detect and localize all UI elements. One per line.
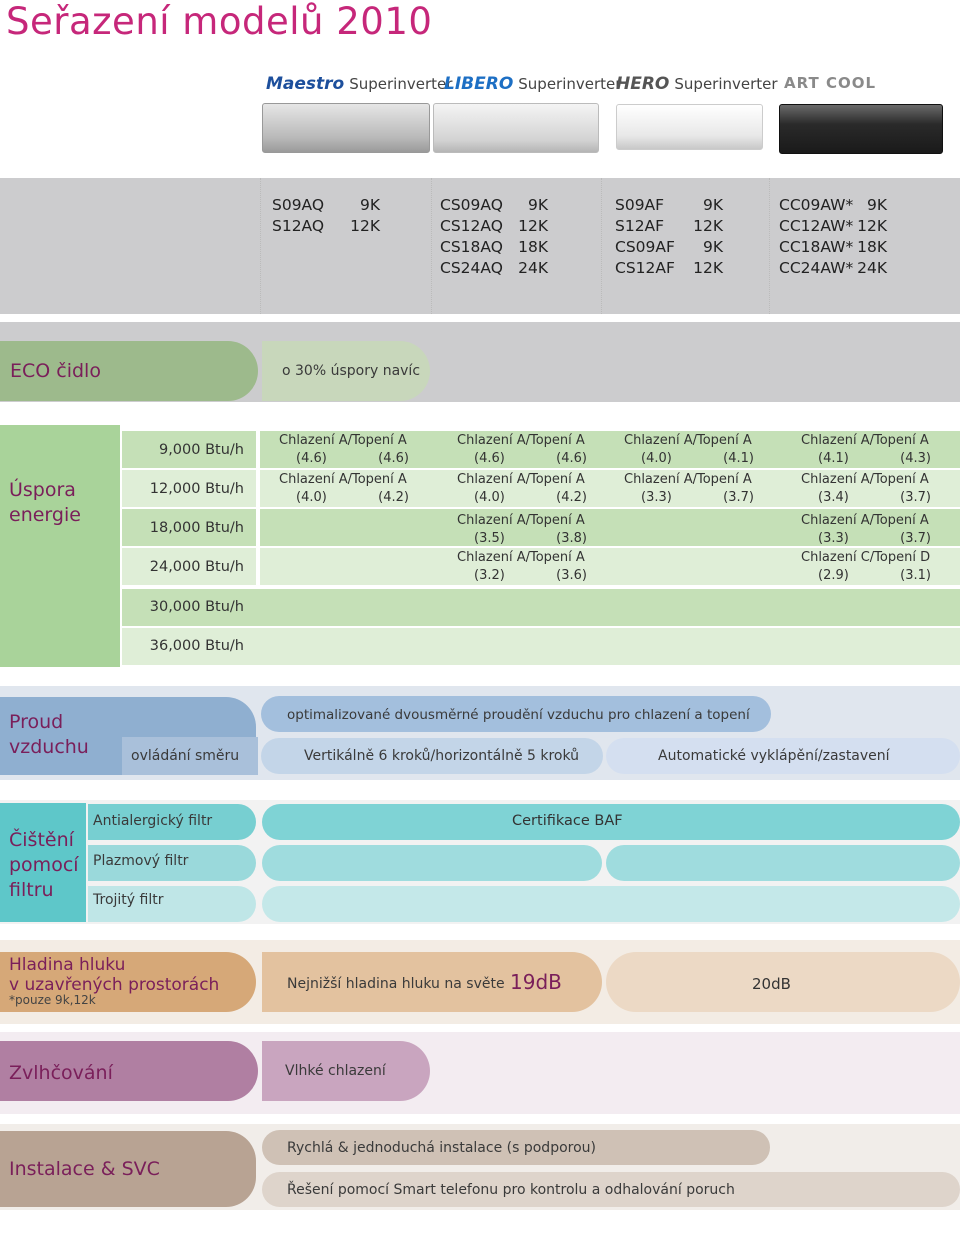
airflow-sub-label: ovládání směru <box>131 748 240 764</box>
model-row: CS09AQ 9K <box>440 196 548 214</box>
energy-label: Úspora energie <box>9 479 81 526</box>
model-row: S09AF 9K <box>615 196 723 214</box>
energy-cell: Chlazení A/Topení A (3.3) (3.7) <box>801 513 931 546</box>
energy-cell: Chlazení A/Topení A (3.5) (3.8) <box>457 513 587 546</box>
airflow-right-text: Automatické vyklápění/zastavení <box>658 748 890 764</box>
btu-label: 30,000 Btu/h <box>149 599 244 615</box>
energy-cell: Chlazení A/Topení A (4.0) (4.2) <box>457 472 587 505</box>
btu-label: 36,000 Btu/h <box>149 638 244 654</box>
btu-label: 24,000 Btu/h <box>149 559 244 575</box>
brand-maestro <box>266 74 452 96</box>
energy-cell: Chlazení A/Topení A (3.2) (3.6) <box>457 550 587 583</box>
eco-label: ECO čidlo <box>10 360 101 382</box>
divider <box>769 178 770 314</box>
model-row: CC09AW* 9K <box>779 196 887 214</box>
brand-libero <box>444 74 621 96</box>
energy-cell: Chlazení A/Topení A (4.6) (4.6) <box>457 433 587 466</box>
models-hero <box>615 195 723 279</box>
noise-text: Nejnižší hladina hluku na světe <box>287 976 505 992</box>
dehum-label: Zvlhčování <box>9 1062 113 1084</box>
models-artcool <box>779 195 887 279</box>
noise-label: Hladina hluku v uzavřených prostorách <box>9 955 220 995</box>
filter-label: Čištění pomocí filtru <box>9 829 79 901</box>
energy-row-36k <box>122 628 960 665</box>
hero-logo: HERO <box>616 74 670 94</box>
energy-cell: Chlazení A/Topení A (3.4) (3.7) <box>801 472 931 505</box>
brand-tag: Superinverter <box>349 75 453 93</box>
filter-cert-text: Certifikace BAF <box>512 813 623 829</box>
brand-artcool <box>784 74 881 96</box>
libero-logo: LIBERO <box>444 74 514 94</box>
filter-row-label: Antialergický filtr <box>93 813 213 829</box>
filter-plasma-pill-right <box>606 845 960 881</box>
model-row: CS09AF 9K <box>615 238 723 256</box>
install-line1: Rychlá & jednoduchá instalace (s podporou) <box>287 1140 596 1156</box>
install-line2: Řešení pomocí Smart telefonu pro kontrolu a odhalování poruch <box>287 1182 735 1198</box>
dehum-value: Vlhké chlazení <box>285 1063 386 1079</box>
energy-cell: Chlazení A/Topení A (4.6) (4.6) <box>279 433 409 466</box>
install-label: Instalace & SVC <box>9 1158 160 1180</box>
page-title: Seřazení modelů 2010 <box>6 0 433 43</box>
model-row: S12AF 12K <box>615 217 723 235</box>
noise-note: *pouze 9k,12k <box>9 993 96 1007</box>
filter-row-label: Plazmový filtr <box>93 853 189 869</box>
hero-unit-image <box>616 104 763 150</box>
filter-plasma-pill <box>262 845 602 881</box>
energy-cell: Chlazení A/Topení A (4.1) (4.3) <box>801 433 931 466</box>
libero-unit-image <box>433 103 599 153</box>
artcool-unit-image <box>779 104 943 154</box>
artcool-logo: ART COOL <box>784 74 877 92</box>
energy-row-30k <box>122 589 960 626</box>
divider <box>431 178 432 314</box>
model-row: CC12AW* 12K <box>779 217 887 235</box>
energy-cell: Chlazení A/Topení A (4.0) (4.1) <box>624 433 754 466</box>
models-maestro <box>272 195 380 237</box>
model-row: S12AQ 12K <box>272 217 380 235</box>
airflow-left-text: Vertikálně 6 kroků/horizontálně 5 kroků <box>304 748 580 764</box>
btu-label: 12,000 Btu/h <box>149 481 244 497</box>
maestro-logo: Maestro <box>266 74 345 94</box>
divider <box>601 178 602 314</box>
brand-tag: Superinverter <box>674 75 778 93</box>
models-libero <box>440 195 548 279</box>
airflow-top-text: optimalizované dvousměrné proudění vzduchu pro chlazení a topení <box>287 707 750 723</box>
model-row: CS12AF 12K <box>615 259 723 277</box>
filter-row-label: Trojitý filtr <box>93 892 164 908</box>
model-row: S09AQ 9K <box>272 196 380 214</box>
eco-value: o 30% úspory navíc <box>282 363 421 379</box>
brand-hero <box>616 74 778 96</box>
divider <box>260 178 261 314</box>
energy-label-panel <box>0 425 120 667</box>
model-row: CS24AQ 24K <box>440 259 548 277</box>
filter-triple-pill <box>262 886 960 922</box>
energy-cell: Chlazení C/Topení D (2.9) (3.1) <box>801 550 931 583</box>
divider <box>256 431 260 587</box>
noise-big: 19dB <box>510 970 562 994</box>
btu-label: 9,000 Btu/h <box>158 442 244 458</box>
btu-label: 18,000 Btu/h <box>149 520 244 536</box>
model-row: CS18AQ 18K <box>440 238 548 256</box>
airflow-label: Proud vzduchu <box>9 711 89 758</box>
maestro-unit-image <box>262 103 430 153</box>
noise-right-text: 20dB <box>752 975 791 993</box>
energy-cell: Chlazení A/Topení A (4.0) (4.2) <box>279 472 409 505</box>
model-row: CC24AW* 24K <box>779 259 887 277</box>
brand-tag: Superinverter <box>518 75 622 93</box>
energy-cell: Chlazení A/Topení A (3.3) (3.7) <box>624 472 754 505</box>
model-row: CC18AW* 18K <box>779 238 887 256</box>
model-row: CS12AQ 12K <box>440 217 548 235</box>
